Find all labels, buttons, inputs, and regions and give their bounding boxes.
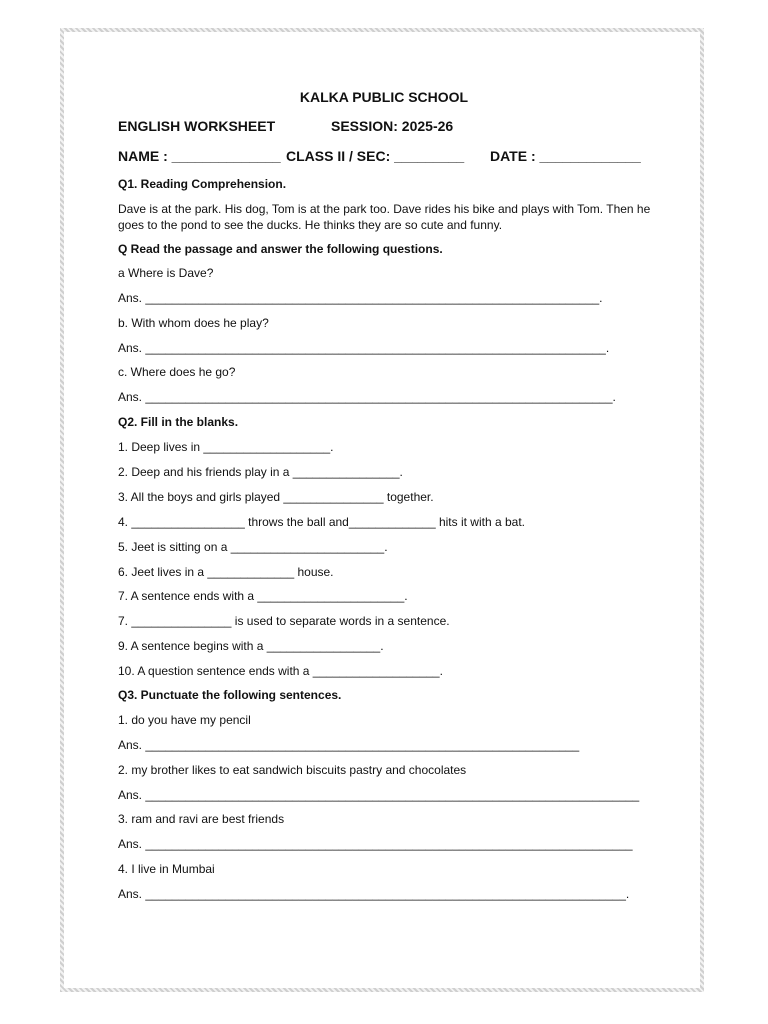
q1-question-a: a Where is Dave? xyxy=(118,266,214,280)
q2-heading: Q2. Fill in the blanks. xyxy=(118,415,239,429)
q1-question-b: b. With whom does he play? xyxy=(118,316,269,330)
q2-item[interactable]: 6. Jeet lives in a _____________ house. xyxy=(118,565,334,579)
q3-answer-1[interactable]: Ans. _________________________________________________________________ xyxy=(118,738,580,752)
q2-item[interactable]: 1. Deep lives in ___________________. xyxy=(118,440,334,454)
q1-answer-b[interactable]: Ans. _____________________________________________________________________. xyxy=(118,341,610,355)
q1-answer-c[interactable]: Ans. ______________________________________________________________________. xyxy=(118,390,616,404)
q3-answer-3[interactable]: Ans. _________________________________________________________________________ xyxy=(118,837,633,851)
q1-heading: Q1. Reading Comprehension. xyxy=(118,177,287,191)
q2-item[interactable]: 7. A sentence ends with a ______________________. xyxy=(118,589,408,603)
name-field[interactable]: NAME : ______________ xyxy=(118,148,281,164)
q1-instruction: Q Read the passage and answer the following questions. xyxy=(118,242,443,256)
q1-question-c: c. Where does he go? xyxy=(118,365,236,379)
school-title: KALKA PUBLIC SCHOOL xyxy=(299,89,469,105)
q2-item[interactable]: 5. Jeet is sitting on a _______________________. xyxy=(118,540,388,554)
q3-answer-4[interactable]: Ans. ________________________________________________________________________. xyxy=(118,887,630,901)
session-label: SESSION: 2025-26 xyxy=(331,118,454,134)
q3-heading: Q3. Punctuate the following sentences. xyxy=(118,688,342,702)
worksheet-title: ENGLISH WORKSHEET xyxy=(118,118,276,134)
q3-sentence-1: 1. do you have my pencil xyxy=(118,713,251,727)
q2-item[interactable]: 3. All the boys and girls played _______________ together. xyxy=(118,490,434,504)
q1-passage: Dave is at the park. His dog, Tom is at the park too. Dave rides his bike and plays with Tom. Then he goes to the pond to see the ducks. He thinks they are so cute and funny. xyxy=(118,202,651,232)
class-sec-field[interactable]: CLASS II / SEC: _________ xyxy=(286,148,465,164)
q3-sentence-3: 3. ram and ravi are best friends xyxy=(118,812,285,826)
q2-item[interactable]: 4. _________________ throws the ball and_____________ hits it with a bat. xyxy=(118,515,525,529)
q2-item[interactable]: 9. A sentence begins with a _________________. xyxy=(118,639,384,653)
q3-sentence-4: 4. I live in Mumbai xyxy=(118,862,215,876)
q1-answer-a[interactable]: Ans. ____________________________________________________________________. xyxy=(118,291,603,305)
q2-item[interactable]: 2. Deep and his friends play in a ________________. xyxy=(118,465,403,479)
q3-sentence-2: 2. my brother likes to eat sandwich biscuits pastry and chocolates xyxy=(118,763,467,777)
q2-item[interactable]: 7. _______________ is used to separate words in a sentence. xyxy=(118,614,450,628)
q2-item[interactable]: 10. A question sentence ends with a ___________________. xyxy=(118,664,443,678)
q3-answer-2[interactable]: Ans. __________________________________________________________________________ xyxy=(118,788,640,802)
date-field[interactable]: DATE : _____________ xyxy=(490,148,641,164)
